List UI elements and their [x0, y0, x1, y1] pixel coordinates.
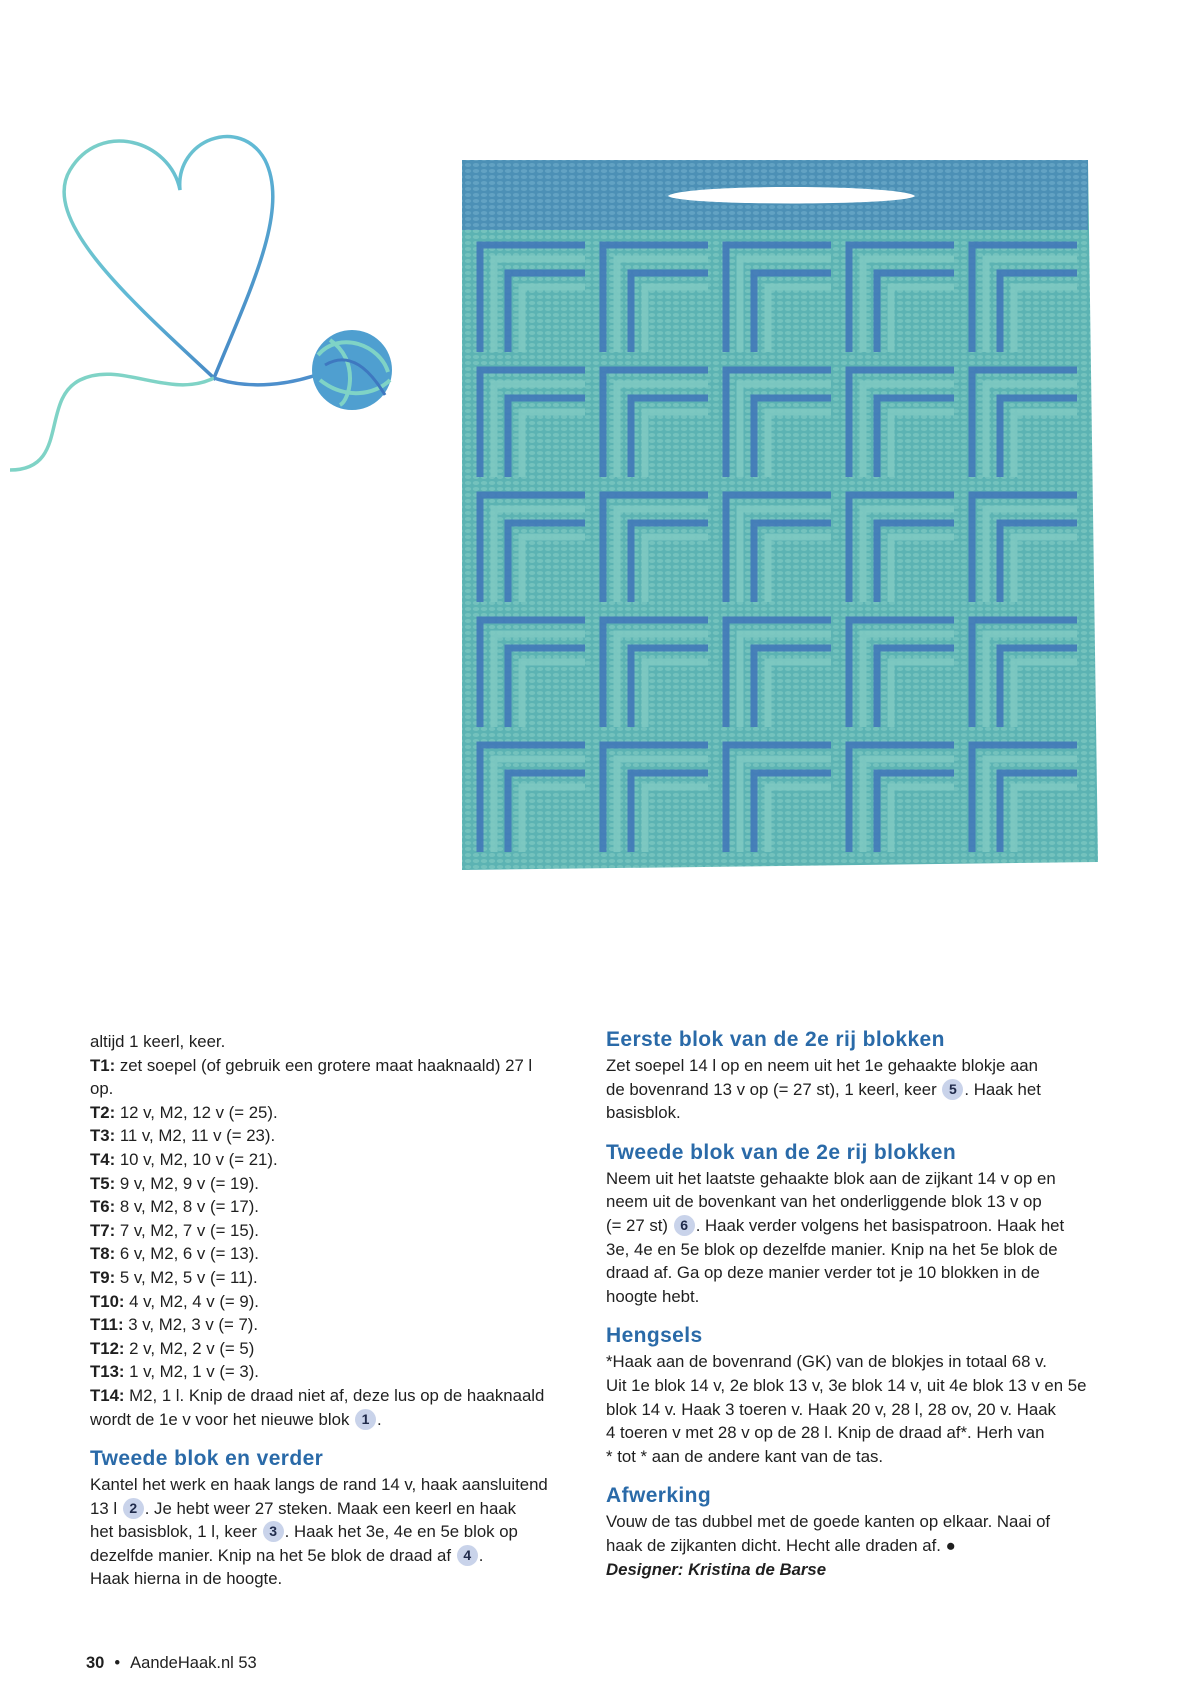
step-badge-3: 3 [263, 1521, 284, 1542]
pattern-row [90, 1266, 590, 1290]
row-label: T10: [90, 1291, 125, 1311]
row-text: 9 v, M2, 9 v (= 19). [115, 1173, 259, 1193]
s2-line-2 [90, 1497, 590, 1521]
pattern-row [90, 1290, 590, 1314]
step-badge-5: 5 [942, 1079, 963, 1100]
section-title-hengsels: Hengsels [606, 1324, 703, 1348]
section-title-eerste-blok-2e-rij: Eerste blok van de 2e rij blokken [606, 1028, 945, 1051]
s2-line-5: Haak hierna in de hoogte. [90, 1569, 283, 1589]
section-title-tweede-blok: Tweede blok en verder [90, 1447, 324, 1471]
section-title-afwerking: Afwerking [606, 1484, 712, 1508]
r1-line-1: Zet soepel 14 l op en neem uit het 1e gehaakte blokje aan [606, 1056, 1038, 1075]
page-footer [86, 1654, 257, 1673]
row-label: T13: [90, 1362, 125, 1382]
pattern-row [90, 1360, 590, 1384]
row-label: T8: [90, 1244, 116, 1264]
row-list [90, 1054, 590, 1408]
r2-line-2: neem uit de bovenkant van het onderliggende blok 13 v op [606, 1192, 1042, 1212]
r2-line-4: 3e, 4e en 5e blok op dezelfde manier. Knip na het 5e blok de [606, 1239, 1058, 1259]
row-text: 2 v, M2, 2 v (= 5) [124, 1338, 255, 1358]
intro-text: altijd 1 keerl, keer. [90, 1032, 226, 1051]
row-text: 1 v, M2, 1 v (= 3). [124, 1362, 259, 1382]
row-text: 12 v, M2, 12 v (= 25). [115, 1102, 278, 1122]
r1-l2a: de bovenrand 13 v op (= 27 st), 1 keerl, keer [606, 1079, 937, 1099]
t14-cont-text: wordt de 1e v voor het nieuwe blok [90, 1409, 350, 1429]
section-title-tweede-blok-2e-rij: Tweede blok van de 2e rij blokken [606, 1140, 957, 1164]
crochet-bag-icon [462, 160, 1098, 870]
row-label: T14: [90, 1385, 125, 1405]
designer-credit: Designer: Kristina de Barse [606, 1559, 827, 1579]
pattern-row [90, 1101, 590, 1125]
s2-l4a: dezelfde manier. Knip na het 5e blok de draad af [90, 1545, 452, 1565]
s2-l4b: . [478, 1545, 484, 1565]
pattern-row [90, 1242, 590, 1266]
step-badge-6: 6 [674, 1215, 695, 1236]
r2-l3a: (= 27 st) [606, 1215, 669, 1235]
row-text: 10 v, M2, 10 v (= 21). [115, 1149, 278, 1169]
row-label: T1: [90, 1055, 116, 1075]
r3-line-1: *Haak aan de bovenrand (GK) van de blokjes in totaal 68 v. [606, 1352, 1047, 1372]
pattern-row [90, 1313, 590, 1337]
pattern-row [90, 1148, 590, 1172]
pattern-row [90, 1054, 590, 1078]
row-label: T3: [90, 1126, 116, 1146]
r1-line-3: basisblok. [606, 1103, 681, 1123]
r2-line-6: hoogte hebt. [606, 1286, 700, 1306]
r2-line-5: draad af. Ga op deze manier verder tot je 10 blokken in de [606, 1263, 1040, 1283]
r2-line-1: Neem uit het laatste gehaakte blok aan de zijkant 14 v op en [606, 1168, 1056, 1188]
s2-line-1: Kantel het werk en haak langs de rand 14 v, haak aansluitend [90, 1475, 548, 1495]
r4-line-1: Vouw de tas dubbel met de goede kanten op elkaar. Naai of [606, 1512, 1051, 1532]
page-number: 30 [86, 1654, 105, 1672]
r3-line-4: 4 toeren v met 28 v op de 28 l. Knip de draad af*. Herh van [606, 1423, 1045, 1443]
r3-line-5: * tot * aan de andere kant van de tas. [606, 1446, 884, 1466]
s2-l3b: . Haak het 3e, 4e en 5e blok op [284, 1522, 518, 1542]
row-label: T11: [90, 1315, 124, 1335]
s2-line-4 [90, 1544, 590, 1568]
row-text: 4 v, M2, 4 v (= 9). [124, 1291, 259, 1311]
pattern-row [90, 1219, 590, 1243]
s2-l2a: 13 l [90, 1498, 118, 1518]
magazine-name: AandeHaak.nl 53 [130, 1654, 257, 1672]
row-label: T7: [90, 1220, 116, 1240]
row-label: T5: [90, 1173, 116, 1193]
s2-l2b: . Je hebt weer 27 steken. Maak een keerl en haak [144, 1498, 517, 1518]
pattern-row [90, 1077, 590, 1101]
row-text: 11 v, M2, 11 v (= 23). [115, 1126, 276, 1146]
step-badge-4: 4 [457, 1545, 478, 1566]
step-badge-2: 2 [123, 1498, 144, 1519]
pattern-row [90, 1384, 590, 1408]
row-text: 5 v, M2, 5 v (= 11). [115, 1267, 258, 1287]
pattern-row [90, 1124, 590, 1148]
row-text: M2, 1 l. Knip de draad niet af, deze lus op de haaknaald [124, 1385, 545, 1405]
yarn-heart-icon [10, 137, 392, 470]
row-text: 6 v, M2, 6 v (= 13). [115, 1244, 259, 1264]
row-label: T12: [90, 1338, 125, 1358]
pattern-row [90, 1195, 590, 1219]
left-column [90, 1030, 590, 1591]
row-label: T2: [90, 1102, 116, 1122]
row-text: 3 v, M2, 3 v (= 7). [123, 1315, 259, 1335]
row-label: T4: [90, 1149, 116, 1169]
footer-bullet: • [114, 1654, 121, 1672]
row-text: 7 v, M2, 7 v (= 15). [115, 1220, 259, 1240]
r2-line-3 [606, 1214, 1116, 1238]
right-column [606, 1030, 1116, 1581]
row-text: op. [90, 1079, 114, 1099]
row-text: zet soepel (of gebruik een grotere maat haaknaald) 27 l [115, 1055, 533, 1075]
pattern-row [90, 1172, 590, 1196]
pattern-row [90, 1337, 590, 1361]
r3-line-3: blok 14 v. Haak 3 toeren v. Haak 20 v, 28 l, 28 ov, 20 v. Haak [606, 1399, 1056, 1419]
r4-line-2: haak de zijkanten dicht. Hecht alle draden af. ● [606, 1535, 956, 1555]
r1-l2b: . Haak het [964, 1079, 1041, 1099]
r3-line-2: Uit 1e blok 14 v, 2e blok 13 v, 3e blok 14 v, uit 4e blok 13 v en 5e [606, 1375, 1087, 1395]
row-text: 8 v, M2, 8 v (= 17). [115, 1197, 259, 1217]
r1-line-2 [606, 1078, 1116, 1102]
step-badge-1: 1 [355, 1409, 376, 1430]
row-label: T6: [90, 1197, 116, 1217]
row-label: T9: [90, 1267, 116, 1287]
s2-line-3 [90, 1520, 590, 1544]
s2-l3a: het basisblok, 1 l, keer [90, 1522, 257, 1542]
r2-l3b: . Haak verder volgens het basispatroon. Haak het [695, 1215, 1065, 1235]
t14-end: . [377, 1409, 382, 1429]
t14-continuation [90, 1408, 590, 1432]
